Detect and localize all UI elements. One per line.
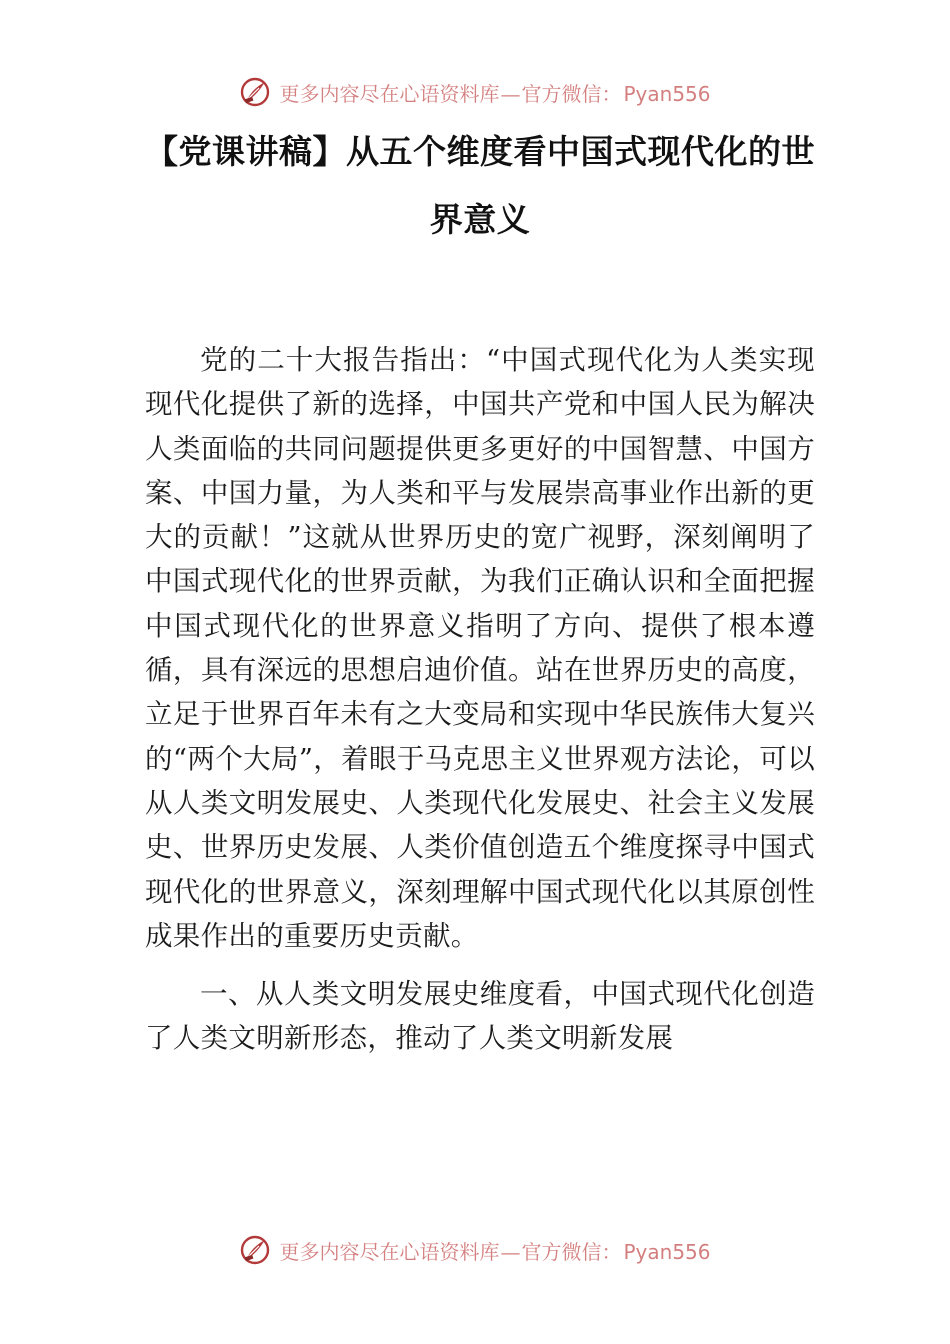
watermark-wechat-id: Pyan556 [623,81,711,106]
watermark-text: 更多内容尽在心语资料库 [279,81,500,106]
quill-logo-icon [239,76,271,108]
document-title: 【党课讲稿】从五个维度看中国式现代化的世界意义 [145,132,815,239]
section-heading-paragraph: 一、从人类文明发展史维度看，中国式现代化创造了人类文明新形态，推动了人类文明新发展 [145,978,815,1055]
watermark-dash: — [500,81,521,106]
watermark-dash: — [500,1239,521,1264]
quill-logo-icon [239,1234,271,1266]
watermark-wechat-id: Pyan556 [623,1239,711,1264]
watermark-text: 更多内容尽在心语资料库 [279,1239,500,1264]
watermark-wechat-label: 官方微信： [521,81,622,106]
body-paragraph: 党的二十大报告指出：“中国式现代化为人类实现现代化提供了新的选择，中国共产党和中国人民为解决人类面临的共同问题提供更多更好的中国智慧、中国方案、中国力量，为人类和平与发展崇高事业作出新的更大的贡献！”这就从世界历史的宽广视野，深刻阐明了中国式现代化的世界贡献，为我们正确认识和全面把握中国式现代化的世界意义指明了方向、提供了根本遵循，具有深远的思想启迪价值。站在世界历史的高度，立足于世界百年未有之大变局和实现中华民族伟大复兴的“两个大局”，着眼于马克思主义世界观方法论，可以从人类文明发展史、人类现代化发展史、社会主义发展史、世界历史发展、人类价值创造五个维度探寻中国式现代化的世界意义，深刻理解中国式现代化以其原创性成果作出的重要历史贡献。 [145,344,815,952]
document-body [145,338,815,1061]
footer-watermark [0,1230,950,1270]
watermark-wechat-label: 官方微信： [521,1239,622,1264]
header-watermark [0,72,950,112]
